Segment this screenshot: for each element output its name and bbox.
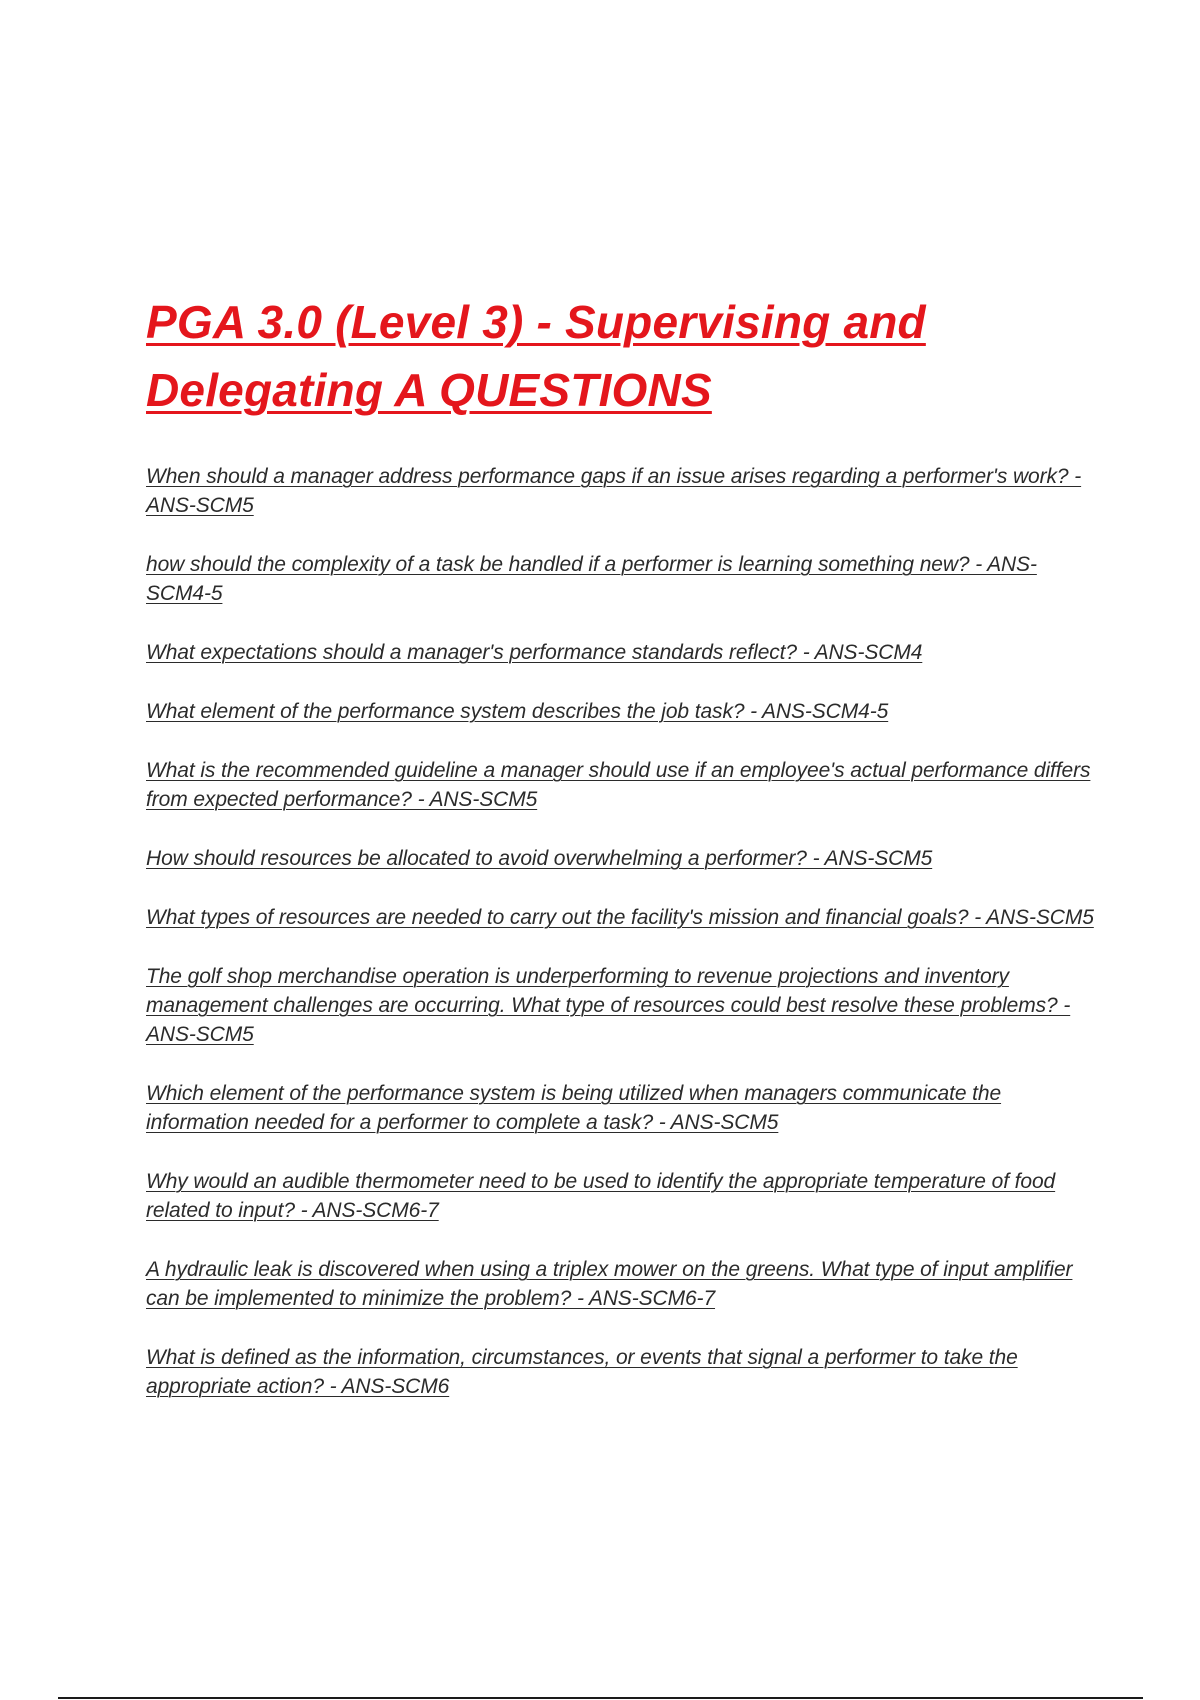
question-item: What types of resources are needed to carry out the facility's mission and financial goals? - ANS-SCM5 bbox=[146, 906, 1094, 929]
question-item: how should the complexity of a task be handled if a performer is learning something new? - ANS-SCM4-5 bbox=[146, 553, 1037, 605]
footer-divider bbox=[58, 1697, 1143, 1699]
question-item: What element of the performance system describes the job task? - ANS-SCM4-5 bbox=[146, 700, 889, 723]
question-item: The golf shop merchandise operation is underperforming to revenue projections and inventory management challenges are occurring. What type of resources could best resolve these problems? - ANS-SCM5 bbox=[146, 965, 1071, 1046]
question-item: Why would an audible thermometer need to be used to identify the appropriate temperature of food related to input? - ANS-SCM6-7 bbox=[146, 1170, 1056, 1222]
question-item: What is the recommended guideline a manager should use if an employee's actual performance differs from expected performance? - ANS-SCM5 bbox=[146, 759, 1091, 811]
question-item: How should resources be allocated to avoid overwhelming a performer? - ANS-SCM5 bbox=[146, 847, 933, 870]
document-content bbox=[146, 288, 1096, 1431]
question-item: When should a manager address performance gaps if an issue arises regarding a performer's work? - ANS-SCM5 bbox=[146, 465, 1082, 517]
question-item: What expectations should a manager's performance standards reflect? - ANS-SCM4 bbox=[146, 641, 923, 664]
question-item: What is defined as the information, circumstances, or events that signal a performer to take the appropriate action? - ANS-SCM6 bbox=[146, 1346, 1018, 1398]
question-list bbox=[146, 462, 1096, 1401]
question-item: A hydraulic leak is discovered when using a triplex mower on the greens. What type of input amplifier can be implemented to minimize the problem? - ANS-SCM6-7 bbox=[146, 1258, 1073, 1310]
question-item: Which element of the performance system is being utilized when managers communicate the information needed for a performer to complete a task? - ANS-SCM5 bbox=[146, 1082, 1002, 1134]
document-title: PGA 3.0 (Level 3) - Supervising and Delegating A QUESTIONS bbox=[146, 296, 926, 416]
